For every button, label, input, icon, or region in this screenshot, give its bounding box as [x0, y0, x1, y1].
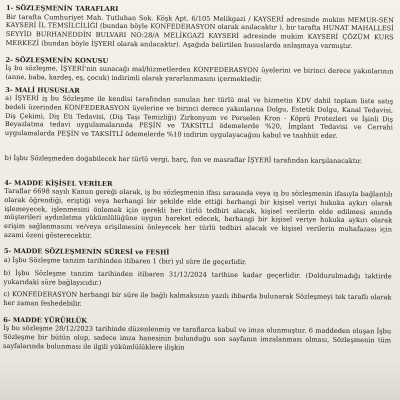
contract-document: [3, 4, 394, 354]
section-1-title: 1- SÖZLEŞMENİN TARAFLARI: [5, 4, 119, 13]
section-3-item-b: b) İşbu Sözleşmeden doğabilecek her türlü vergi, harç, fon ve masraflar İŞYERİ tarafından karşılanacaktır.: [4, 153, 363, 165]
section-3-title: 3- MALİ HUSUSLAR: [5, 85, 80, 95]
section-2-title: 2- SÖZLEŞMENİN KONUSU: [5, 55, 109, 65]
section-5-title: 5- MADDE SÖZLEŞMENİN SÜRESİ ve FESHİ: [3, 247, 170, 257]
section-5-item-b: b) İşbu Sözleşme tanzim tarihinden itibaren 31/12/2024 tarihine kadar geçerlidir. (Doldurulmadığı taktirde yukarıdaki süre bağlayıcıdır.): [3, 268, 392, 287]
paper-shadow: [0, 360, 400, 400]
section-6-title: 6- MADDE YÜRÜRLÜK: [3, 315, 87, 325]
section-5-item-c: c) KONFEDERASYON herhangi bir süre ile bağlı kalmaksızın yazılı ihbarda bulunarak Sözleşmeyi tek taraflı olarak her zaman feshedebilir.: [3, 290, 392, 308]
section-2-body: İş bu sözleşme, İŞYERİ'nin sunacağı mal/hizmetlerden KONFEDERASYON üyelerini ve birinci derece yakınlarının (anne, baba, kardeş, eş, çocuk) indirimli olarak yararlanmasını içermektedir.: [5, 64, 394, 84]
section-4-title: 4- MADDE KİŞİSEL VERİLER: [4, 178, 113, 188]
section-3-item-a: a) İŞYERİ iş bu Sözleşme ile kendisi tarafından sunulan her türlü mal ve hizmetin KDV dahil toplam liste satış bedeli üzerinden KONFEDERASYON üyelerine ve birinci derece yakınlarına Dolgu, Estetik Dolgu, Kanal Tedavisi, Diş Çekimi, Diş Eti Tedavisi, (Diş Taşı Temizliği) Zirkonyum ve Porselen Kron - Köprü Protezleri ve İşinli Diş Beyazlatma tedavi uygulamalarında PEŞİN ve TAKSİTLİ ödemelerde %20, İmplant Tedavisi ve Cerrahi uygulamalarda PEŞİN ve TAKSİTLİ ödemelerde %10 indirim uygulayacağını kabul ve taahhüt eder.: [4, 94, 394, 141]
section-4-body: Taraflar 6698 sayılı Kanun gereği olarak, iş bu sözleşmenin ifası sırasında veya iş bu sözleşmenin ifasıyla bağlantılı olarak öğrendiği, eriştiği veya herhangi bir şekilde elde ettiği herhangi bir kişisel veriyi hukuka aykırı olarak işlemeyecek, işlenmesini önlemek için gerekli her türlü tedbiri alacak, kişisel verilerin elde edilmesi anında müşterileri aydınlatma yükümlülüğüne uygun hareket edecek, herhangi bir kişisel veriye hukuka aykırı olarak erişim sağlanmasını ve/veya erişilmesini önleyecek her türlü tedbiri alacak ve kişisel verilerin muhafazası için azami özeni gösterecektir.: [3, 187, 393, 240]
section-1-body: Bir tarafta Cumhuriyet Mah. Tutluhan Sok. Köşk Apt. 6/105 Melikgazi / KAYSERİ adresinde mukim MEMUR-SEN KAYSERİ İL TEMSİLCİLİĞİ (bundan böyle KONFEDERASYON olarak anılacaktır ), bir tarafta HUNAT MAHALLESİ SEYYİD BURHANEDDİN BULVARI NO:28/A MELİKGAZİ KAYSERİ adresinde mukim KAYSERİ ÇÖZÜM KURS MERKEZİ (bundan böyle İŞYERİ olarak anılacaktır). Aşağıda belirtilen hususlarda anlaşmaya varmıştır.: [5, 12, 394, 50]
section-6-body: İş bu sözleşme 28/12/2023 tarihinde düzenlenmiş ve taraflarca kabul ve imza olunmuştur. 6 maddeden oluşan İşbu Sözleşme bir bütün olup, sadece imza hanesinin bulunduğu son sayfanın imzalanması olması, Sözleşmenin tüm sayfalarında bulunması ile ilgili yükümlülüklere ilişkin: [2, 324, 392, 352]
section-5-item-a: a) İşbu Sözleşme tanzim tarihinden itibaren 1 (bir) yıl süre ile geçerlidir.: [3, 256, 247, 267]
